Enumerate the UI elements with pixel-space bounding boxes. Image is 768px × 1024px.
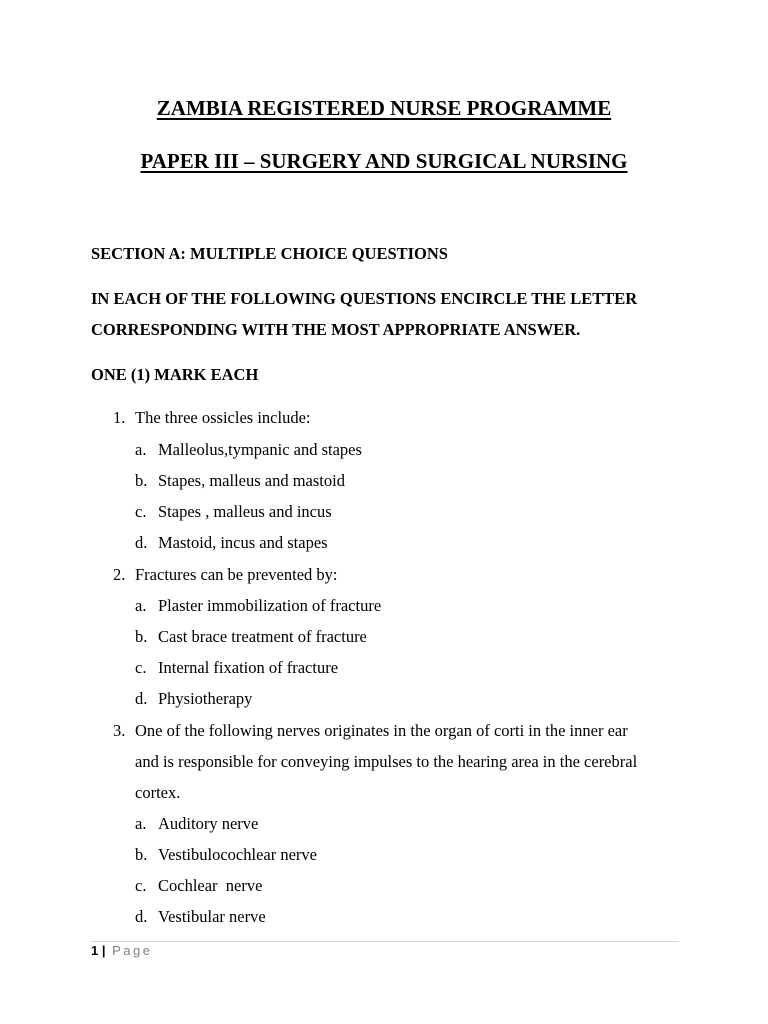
question-2-option-c: Internal fixation of fracture <box>158 658 339 677</box>
instruction-line-2: CORRESPONDING WITH THE MOST APPROPRIATE ANSWER. <box>91 320 581 339</box>
instruction-line-1: IN EACH OF THE FOLLOWING QUESTIONS ENCIRCLE THE LETTER <box>91 289 638 308</box>
question-2-text: Fractures can be prevented by: <box>135 565 338 584</box>
question-3-text-line-1: One of the following nerves originates in the organ of corti in the inner ear <box>135 721 628 740</box>
question-3-option-a: Auditory nerve <box>158 814 259 833</box>
question-1-option-c: Stapes , malleus and incus <box>158 502 332 521</box>
question-1-option-d: Mastoid, incus and stapes <box>158 533 328 552</box>
question-1-option-b-letter: b. <box>135 471 148 490</box>
page-label: Page <box>112 943 153 958</box>
question-2-number: 2. <box>113 565 126 584</box>
question-1-option-d-letter: d. <box>135 533 148 552</box>
question-3-option-b: Vestibulocochlear nerve <box>158 845 317 864</box>
question-3-option-d-letter: d. <box>135 907 148 926</box>
question-2-option-b: Cast brace treatment of fracture <box>158 627 367 646</box>
question-2-option-a: Plaster immobilization of fracture <box>158 596 382 615</box>
question-2-option-d: Physiotherapy <box>158 689 253 708</box>
question-3-option-c: Cochlear nerve <box>158 876 263 895</box>
marks-note: ONE (1) MARK EACH <box>91 365 259 384</box>
question-3-option-b-letter: b. <box>135 845 148 864</box>
question-3-option-a-letter: a. <box>135 814 147 833</box>
question-1-option-a-letter: a. <box>135 440 147 459</box>
question-1-text: The three ossicles include: <box>135 408 311 427</box>
question-1-option-a: Malleolus,tympanic and stapes <box>158 440 362 459</box>
question-2-option-a-letter: a. <box>135 596 147 615</box>
footer-separator: | <box>101 943 106 958</box>
question-2-option-c-letter: c. <box>135 658 147 677</box>
question-2-option-b-letter: b. <box>135 627 148 646</box>
question-3-text-line-3: cortex. <box>135 783 181 802</box>
page-footer <box>91 943 153 958</box>
question-3-option-c-letter: c. <box>135 876 147 895</box>
page-number: 1 <box>91 943 99 958</box>
document-title: ZAMBIA REGISTERED NURSE PROGRAMME <box>156 96 612 120</box>
question-1-option-b: Stapes, malleus and mastoid <box>158 471 345 490</box>
footer-divider <box>91 941 679 942</box>
question-1-option-c-letter: c. <box>135 502 147 521</box>
question-1-number: 1. <box>113 408 126 427</box>
section-heading: SECTION A: MULTIPLE CHOICE QUESTIONS <box>91 244 448 263</box>
question-3-text-line-2: and is responsible for conveying impulses to the hearing area in the cerebral <box>135 752 638 771</box>
paper-title: PAPER III – SURGERY AND SURGICAL NURSING <box>140 149 628 173</box>
question-3-option-d: Vestibular nerve <box>158 907 266 926</box>
question-3-number: 3. <box>113 721 126 740</box>
question-2-option-d-letter: d. <box>135 689 148 708</box>
